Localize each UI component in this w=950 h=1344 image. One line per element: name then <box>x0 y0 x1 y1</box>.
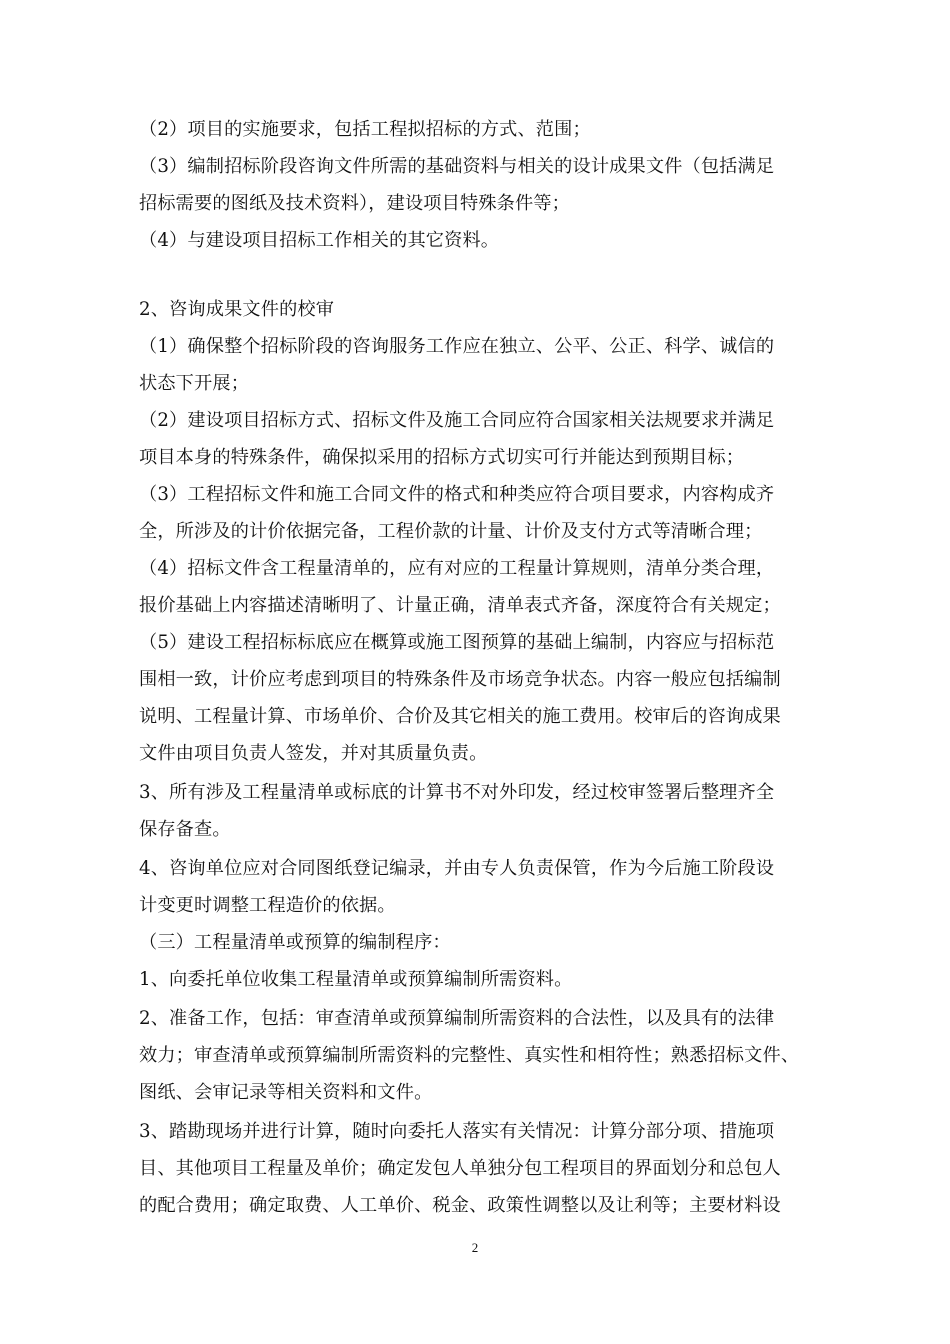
text-line: 图纸、会审记录等相关资料和文件。 <box>139 1082 433 1103</box>
text-line: 状态下开展； <box>139 373 250 394</box>
text-line: 报价基础上内容描述清晰明了、计量正确，清单表式齐备，深度符合有关规定； <box>139 595 781 616</box>
text-line: 2、准备工作，包括：审查清单或预算编制所需资料的合法性，以及具有的法律 <box>139 1008 775 1029</box>
text-line: 招标需要的图纸及技术资料），建设项目特殊条件等； <box>139 193 571 214</box>
text-line: 围相一致，计价应考虑到项目的特殊条件及市场竞争状态。内容一般应包括编制 <box>139 669 781 690</box>
text-line: 4、咨询单位应对合同图纸登记编录，并由专人负责保管，作为今后施工阶段设 <box>139 858 775 879</box>
text-line: （3）工程招标文件和施工合同文件的格式和种类应符合项目要求，内容构成齐 <box>139 484 775 505</box>
text-line: （1）确保整个招标阶段的咨询服务工作应在独立、公平、公正、科学、诚信的 <box>139 336 775 357</box>
page-number: 2 <box>471 1240 479 1255</box>
text-line: （4）与建设项目招标工作相关的其它资料。 <box>139 230 500 251</box>
text-line: 3、所有涉及工程量清单或标底的计算书不对外印发，经过校审签署后整理齐全 <box>139 782 775 803</box>
section-heading: （三）工程量清单或预算的编制程序： <box>139 932 451 953</box>
text-line: 1、向委托单位收集工程量清单或预算编制所需资料。 <box>139 969 573 990</box>
text-line: （2）建设项目招标方式、招标文件及施工合同应符合国家相关法规要求并满足 <box>139 410 775 431</box>
text-line: 项目本身的特殊条件，确保拟采用的招标方式切实可行并能达到预期目标； <box>139 447 745 468</box>
text-line: 保存备查。 <box>139 819 231 840</box>
text-line: 计变更时调整工程造价的依据。 <box>139 895 396 916</box>
text-line: （2）项目的实施要求，包括工程拟招标的方式、范围； <box>139 119 591 140</box>
text-line: （5）建设工程招标标底应在概算或施工图预算的基础上编制，内容应与招标范 <box>139 632 775 653</box>
text-line: 目、其他项目工程量及单价；确定发包人单独分包工程项目的界面划分和总包人 <box>139 1158 781 1179</box>
text-line: 效力；审查清单或预算编制所需资料的完整性、真实性和相符性；熟悉招标文件、 <box>139 1045 800 1066</box>
text-line: 的配合费用；确定取费、人工单价、税金、政策性调整以及让利等；主要材料设 <box>139 1195 781 1216</box>
text-line: 3、踏勘现场并进行计算，随时向委托人落实有关情况：计算分部分项、措施项 <box>139 1121 775 1142</box>
text-line: 文件由项目负责人签发，并对其质量负责。 <box>139 743 488 764</box>
section-heading: 2、咨询成果文件的校审 <box>139 299 335 320</box>
text-line: 全，所涉及的计价依据完备，工程价款的计量、计价及支付方式等清晰合理； <box>139 521 763 542</box>
text-line: 说明、工程量计算、市场单价、合价及其它相关的施工费用。校审后的咨询成果 <box>139 706 781 727</box>
text-line: （3）编制招标阶段咨询文件所需的基础资料与相关的设计成果文件（包括满足 <box>139 156 775 177</box>
text-line: （4）招标文件含工程量清单的，应有对应的工程量计算规则，清单分类合理， <box>139 558 775 579</box>
